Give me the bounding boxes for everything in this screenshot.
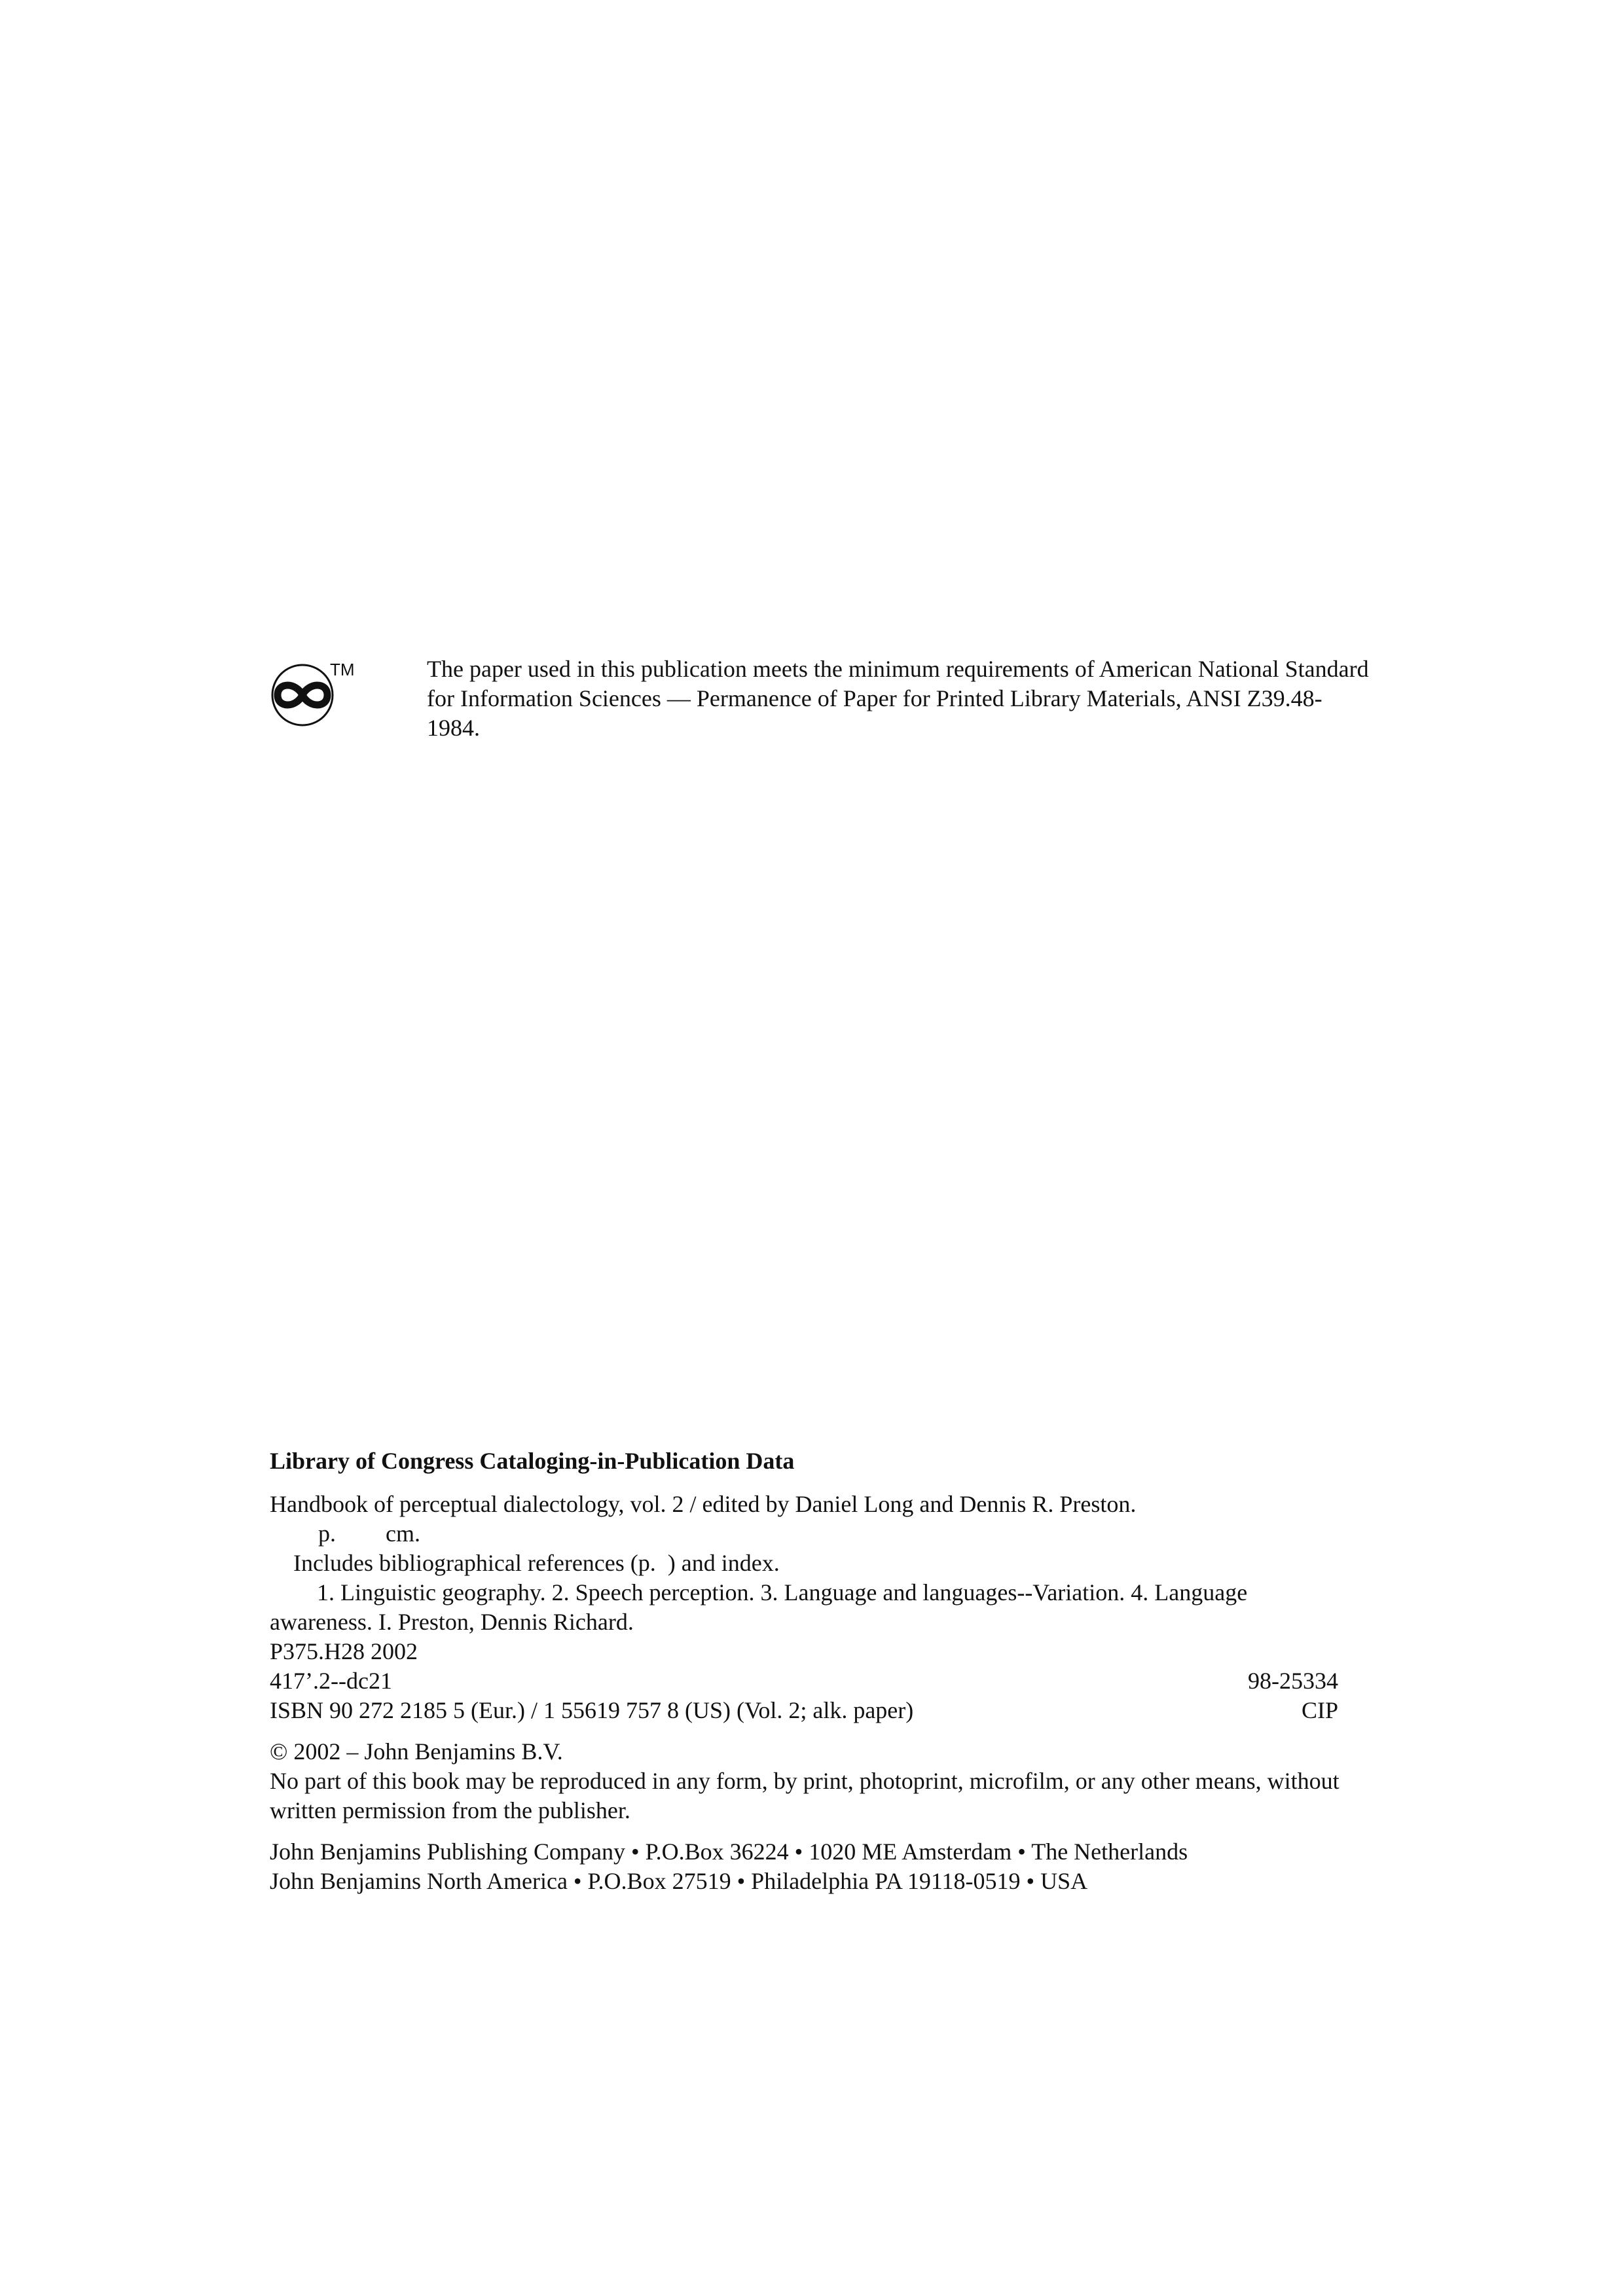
- cip-pages-label: p.: [318, 1520, 336, 1547]
- cip-call-number: P375.H28 2002: [270, 1638, 418, 1664]
- cip-mark: CIP: [1301, 1697, 1338, 1723]
- cip-title-line: Handbook of perceptual dialectology, vol. 2 / edited by Daniel Long and Dennis R. Preston.: [270, 1491, 1137, 1517]
- cip-isbn-row: [270, 1696, 1338, 1725]
- cip-bibliography-note: Includes bibliographical references (p. ) and index.: [293, 1550, 780, 1576]
- publisher-europe: John Benjamins Publishing Company • P.O.Box 36224 • 1020 ME Amsterdam • The Netherlands: [270, 1839, 1188, 1865]
- publisher-america: John Benjamins North America • P.O.Box 27519 • Philadelphia PA 19118-0519 • USA: [270, 1868, 1088, 1894]
- cip-isbn: ISBN 90 272 2185 5 (Eur.) / 1 55619 757 8 (US) (Vol. 2; alk. paper): [270, 1697, 914, 1723]
- cip-block: [270, 1446, 1343, 1896]
- trademark-mark: TM: [330, 660, 355, 679]
- paper-notice-text: The paper used in this publication meets the minimum requirements of American National Standard for Information Sciences — Permanence of Paper for Printed Library Materials, ANSI Z39.48-1984.: [427, 656, 1369, 741]
- cip-subjects: 1. Linguistic geography. 2. Speech perception. 3. Language and languages--Variation. 4. Language awareness. I. Preston, Dennis Richard.: [270, 1579, 1248, 1635]
- rights-statement: No part of this book may be reproduced in any form, by print, photoprint, microfilm, or any other means, without written permission from the publisher.: [270, 1768, 1340, 1823]
- infinity-circle-icon: [270, 662, 335, 728]
- cip-dewey-row: [270, 1666, 1338, 1696]
- paper-permanence-notice: [270, 655, 1383, 759]
- cip-dewey: 417’.2--dc21: [270, 1668, 392, 1694]
- cip-heading: Library of Congress Cataloging-in-Publication Data: [270, 1448, 795, 1474]
- cip-physical-description: [270, 1519, 1343, 1549]
- copyright-line: © 2002 – John Benjamins B.V.: [270, 1738, 563, 1765]
- cip-cm-label: cm.: [386, 1520, 420, 1547]
- cip-lccn: 98-25334: [1248, 1668, 1338, 1694]
